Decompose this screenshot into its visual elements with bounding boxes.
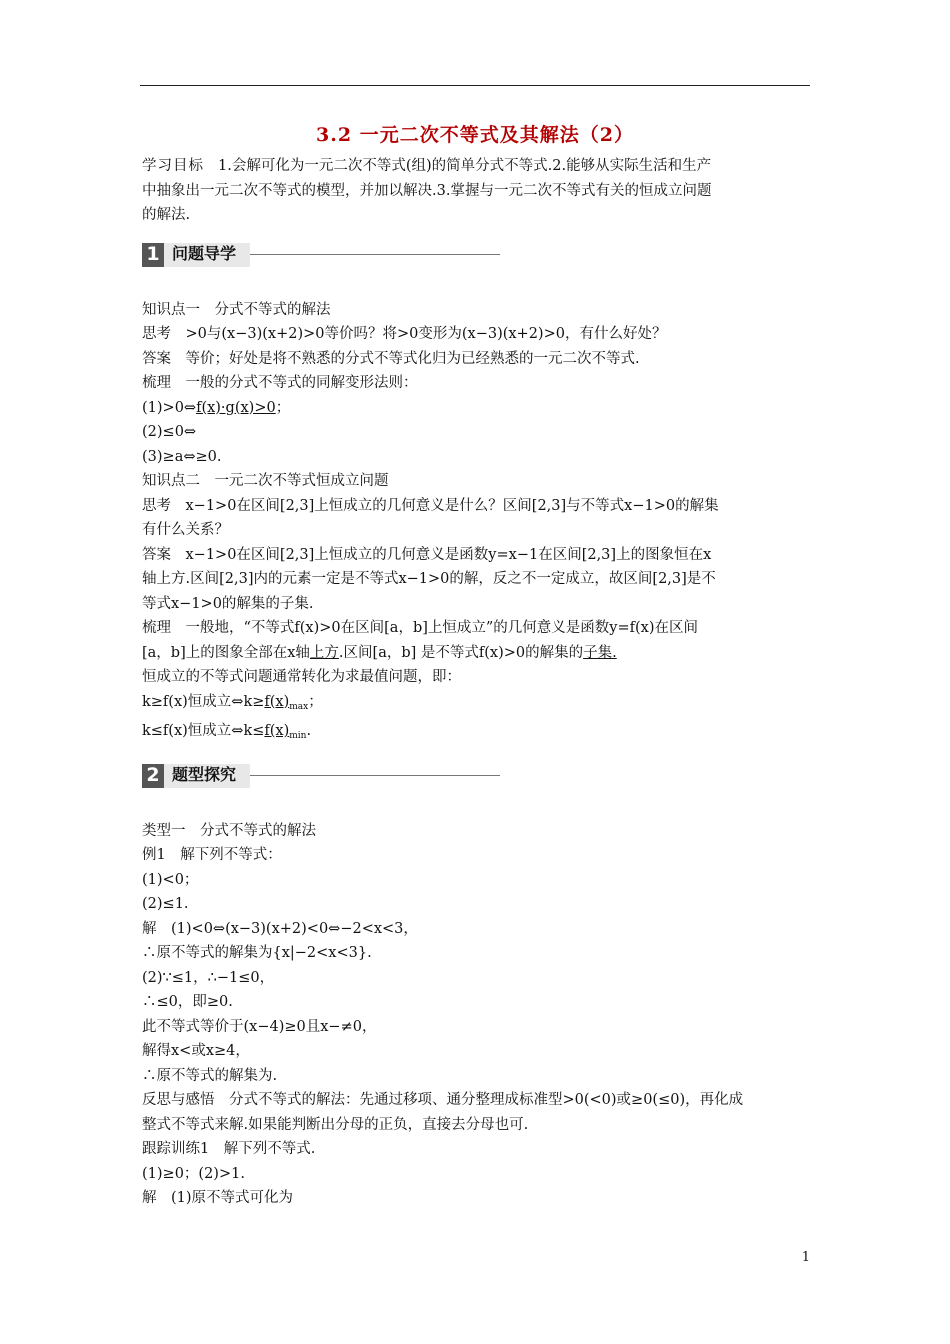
kp1-rule-2: (2)≤0⇔	[142, 424, 197, 440]
kp2-answer-1: 答案 x−1>0在区间[2,3]上恒成立的几何意义是函数y=x−1在区间[2,3]上的图象恒在x	[142, 546, 712, 563]
solution-line-6: 解得x<或x≥4，	[142, 1043, 250, 1059]
top-rule	[140, 85, 810, 86]
kp2-answer-2: 轴上方.区间[2,3]内的元素一定是不等式x−1>0的解，反之不一定成立，故区间[2,3]是不	[142, 571, 716, 587]
document-body	[142, 154, 810, 1211]
solution-line-4: ∴≤0，即≥0.	[142, 994, 233, 1010]
reflection-1: 反思与感悟 分式不等式的解法：先通过移项、通分整理成标准型>0(<0)或≥0(≤0)，再化成	[142, 1092, 744, 1108]
section-rule	[250, 775, 500, 776]
solution-line-2: ∴原不等式的解集为{x|−2<x<3}.	[142, 945, 372, 961]
kp2-think-1: 思考 x−1>0在区间[2,3]上恒成立的几何意义是什么？区间[2,3]与不等式x−1>0的解集	[142, 497, 719, 514]
kp2-summary-2: [a，b]上的图象全部在x轴上方.区间[a，b] 是不等式f(x)>0的解集的子集.	[142, 644, 617, 661]
kp1-summary: 梳理 一般的分式不等式的同解变形法则：	[142, 375, 418, 391]
solution-line-1: 解 (1)<0⇔(x−3)(x+2)<0⇔−2<x<3，	[142, 920, 418, 937]
kp2-answer-3: 等式x−1>0的解集的子集.	[142, 595, 314, 612]
objectives-line-1: 学习目标 1.会解可化为一元二次不等式(组)的简单分式不等式.2.能够从实际生活和生产	[142, 158, 712, 174]
kp1-rule-1: (1)>0⇔f(x)·g(x)>0；	[142, 399, 291, 416]
kp1-rule-3: (3)≥a⇔≥0.	[142, 448, 222, 465]
kp1-think: 思考 >0与(x−3)(x+2)>0等价吗？将>0变形为(x−3)(x+2)>0，有什么好处？	[142, 326, 667, 342]
kp2-line-3: 恒成立的不等式问题通常转化为求最值问题，即：	[142, 669, 461, 685]
objectives-line-2: 中抽象出一元二次不等式的模型，并加以解决.3.掌握与一元二次不等式有关的恒成立问题	[142, 182, 712, 199]
example-1-item-2: (2)≤1.	[142, 896, 189, 912]
page-number: 1	[801, 1250, 810, 1265]
objectives-line-3: 的解法.	[142, 207, 191, 223]
training-1-items: (1)≥0；(2)>1.	[142, 1165, 245, 1182]
kp2-min-rule: k≤f(x)恒成立$\Leftrightarrow k\le f(x)_{min}$.	[142, 723, 312, 741]
section-header-2	[142, 761, 810, 791]
section-label: 题型探究	[164, 764, 250, 788]
section-number: 2	[142, 764, 164, 788]
type1-heading: 类型一 分式不等式的解法	[142, 822, 316, 839]
example-1-item-1: (1)<0；	[142, 871, 199, 888]
kp2-summary-1: 梳理 一般地，“不等式f(x)>0在区间[a，b]上恒成立”的几何意义是函数y=f(x)在区间	[142, 620, 698, 636]
page-title: 3.2 一元二次不等式及其解法（2）	[316, 124, 634, 146]
training-1: 跟踪训练1 解下列不等式.	[142, 1141, 316, 1157]
solution-line-5: 此不等式等价于(x−4)≥0且x−≠0，	[142, 1018, 377, 1035]
reflection-2: 整式不等式来解.如果能判断出分母的正负，直接去分母也可.	[142, 1116, 529, 1133]
solution-line-7: ∴原不等式的解集为.	[142, 1067, 278, 1084]
example-1: 例1 解下列不等式：	[142, 847, 282, 863]
kp2-think-2: 有什么关系？	[142, 522, 229, 538]
kp2-max-rule: k≥f(x)恒成立$\Leftrightarrow k\ge f(x)_{max}$；	[142, 693, 323, 712]
kp1-heading: 知识点一 分式不等式的解法	[142, 301, 331, 318]
training-1-solution: 解 (1)原不等式可化为	[142, 1190, 294, 1206]
section-number: 1	[142, 243, 164, 267]
section-rule	[250, 254, 500, 255]
section-label: 问题导学	[164, 243, 250, 267]
section-header-1	[142, 240, 810, 270]
kp1-answer: 答案 等价；好处是将不熟悉的分式不等式化归为已经熟悉的一元二次不等式.	[142, 350, 640, 367]
objectives-label: 学习目标	[142, 158, 204, 174]
solution-line-3: (2)∵≤1，∴−1≤0，	[142, 969, 275, 986]
kp2-heading: 知识点二 一元二次不等式恒成立问题	[142, 473, 389, 489]
